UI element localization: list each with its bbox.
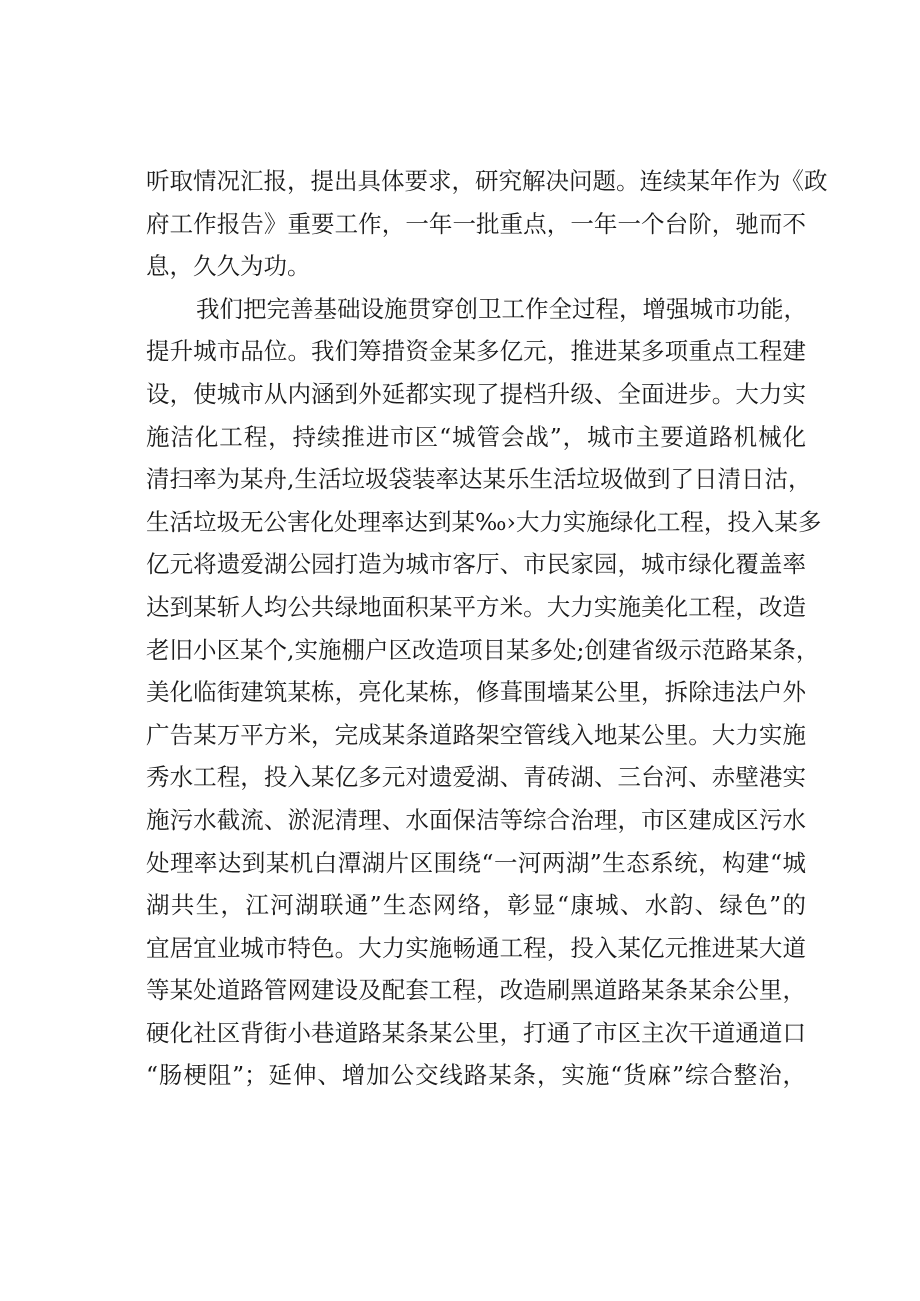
- text-line: 等某处道路管网建设及配套工程，改造刷黑道路某条某余公里，: [146, 976, 806, 1005]
- text-line: 设，使城市从内涵到外延都实现了提档升级、全面进步。大力实: [146, 379, 806, 408]
- document-body: [146, 160, 828, 1097]
- text-line: 秀水工程，投入某亿多元对遗爱湖、青砖湖、三台河、赤壁港实: [146, 763, 806, 792]
- text-line: 达到某斩人均公共绿地面积某平方米。大力实施美化工程，改造: [146, 592, 806, 621]
- text-line: 广告某万平方米，完成某条道路架空管线入地某公里。大力实施: [146, 720, 806, 749]
- text-line: 施洁化工程，持续推进市区“城管会战”，城市主要道路机械化: [146, 422, 806, 451]
- text-line: 亿元将遗爱湖公园打造为城市客厅、市民家园，城市绿化覆盖率: [146, 550, 806, 579]
- text-line: 硬化社区背街小巷道路某条某公里，打通了市区主次干道通道口: [146, 1018, 806, 1047]
- text-line: 湖共生，江河湖联通”生态网络，彰显“康城、水韵、绿色”的: [146, 891, 806, 920]
- text-line: 清扫率为某舟,生活垃圾袋装率达某乐生活垃圾做到了日清日沽，: [146, 465, 812, 494]
- text-line: 处理率达到某机白潭湖片区围绕“一河两湖”生态系统，构建“城: [146, 848, 806, 877]
- paragraph-1: [146, 160, 828, 288]
- text-line: 生活垃圾无公害化处理率达到某‰›大力实施绿化工程，投入某多: [146, 507, 822, 536]
- paragraph-2: [146, 288, 822, 1097]
- text-line: 府工作报告》重要工作，一年一批重点，一年一个台阶，驰而不: [146, 209, 806, 238]
- text-line: 息，久久为功。: [146, 252, 311, 281]
- text-line: “肠梗阻”；延伸、增加公交线路某条，实施“货麻”综合整治，: [146, 1061, 806, 1090]
- text-line: 老旧小区某个,实施棚户区改造项目某多处;创建省级示范路某条，: [146, 635, 820, 664]
- text-line: 我们把完善基础设施贯穿创卫工作全过程，增强城市功能，: [196, 294, 807, 323]
- text-line: 施污水截流、淤泥清理、水面保洁等综合治理，市区建成区污水: [146, 805, 806, 834]
- text-line: 听取情况汇报，提出具体要求，研究解决问题。连续某年作为《政: [146, 167, 828, 195]
- text-line: 美化临街建筑某栋，亮化某栋，修葺围墙某公里，拆除违法户外: [146, 678, 806, 707]
- text-line: 提升城市品位。我们筹措资金某多亿元，推进某多项重点工程建: [146, 337, 806, 366]
- text-line: 宜居宜业城市特色。大力实施畅通工程，投入某亿元推进某大道: [146, 933, 806, 962]
